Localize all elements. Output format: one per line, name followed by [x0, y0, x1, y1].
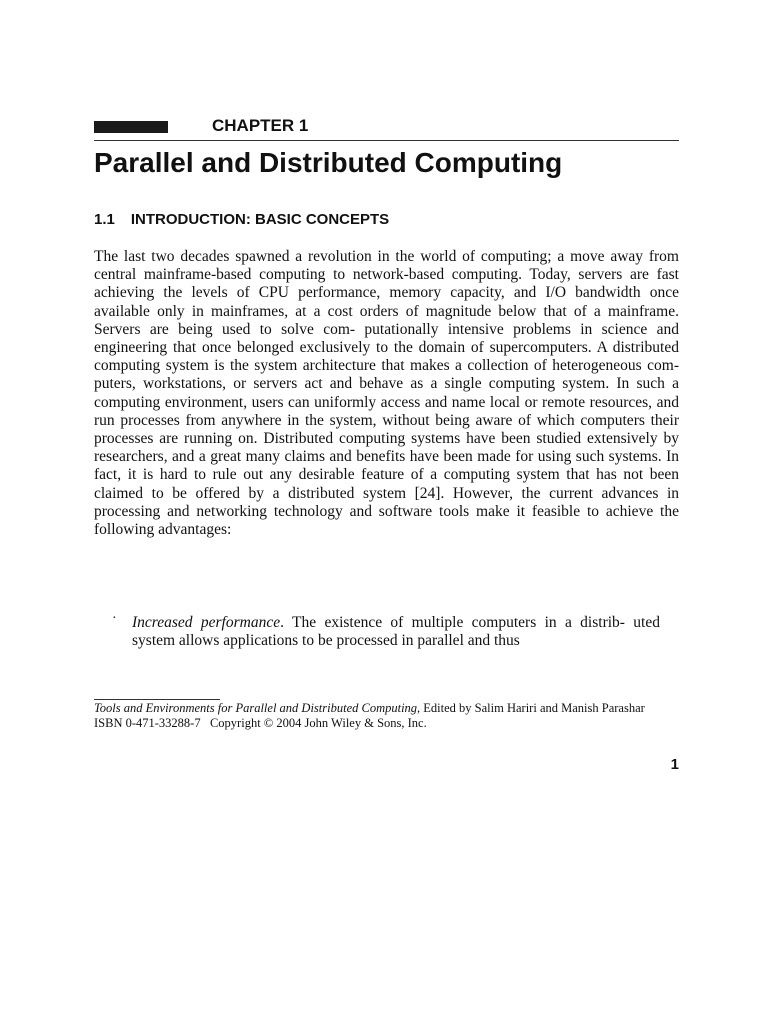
bullet-term: Increased performance	[132, 614, 281, 631]
isbn: ISBN 0-471-33288-7	[94, 716, 201, 730]
footnote-publication	[94, 716, 679, 731]
section-title: INTRODUCTION: BASIC CONCEPTS	[130, 211, 390, 228]
chapter-title: Parallel and Distributed Computing	[94, 147, 563, 178]
chapter-rule	[94, 140, 679, 141]
list-item	[112, 611, 679, 651]
section-heading	[94, 210, 389, 230]
book-editors: Edited by Salim Hariri and Manish Parashar	[420, 701, 645, 715]
footnote	[94, 701, 679, 731]
bullet-icon: ·	[112, 611, 117, 626]
chapter-bar-decoration	[94, 121, 168, 133]
footnote-rule	[94, 699, 220, 700]
body-paragraph: The last two decades spawned a revolution in the world of computing; a move away from central mainframe-based computing to network-based computing. Today, servers are fast achieving the levels of CPU performance, memory capacity, and I/O bandwidth once available only in mainframes, at a cost orders of magnitude below that of a mainframe. Servers are being used to solve com- putationally intensive problems in science and engineering that once belonged exclusively to the domain of supercomputers. A distributed computing system is the system architecture that makes a collection of heterogeneous com- puters, workstations, or servers act and behave as a single computing system. In such a computing environment, users can uniformly access and name local or remote resources, and run processes from anywhere in the system, without being aware of which computers their processes are running on. Distributed computing systems have been studied extensively by researchers, and a great many claims and benefits have been made for using such systems. In fact, it is hard to rule out any desirable feature of a computing system that has not been claimed to be offered by a distributed system [24]. However, the current advances in processing and networking technology and software tools make it feasible to achieve the following advantages:	[94, 248, 679, 539]
chapter-label: CHAPTER 1	[212, 116, 309, 135]
bullet-text	[132, 614, 660, 651]
section-number: 1.1	[94, 211, 115, 228]
copyright: Copyright © 2004 John Wiley & Sons, Inc.	[209, 716, 427, 730]
page-number: 1	[670, 756, 679, 773]
bullet-description: . The existence of multiple computers in a distrib- uted system allows applications to be processed in parallel and thus	[132, 614, 660, 650]
footnote-source	[94, 701, 679, 716]
book-title: Tools and Environments for Parallel and Distributed Computing,	[94, 701, 421, 715]
chapter-header	[94, 115, 679, 143]
